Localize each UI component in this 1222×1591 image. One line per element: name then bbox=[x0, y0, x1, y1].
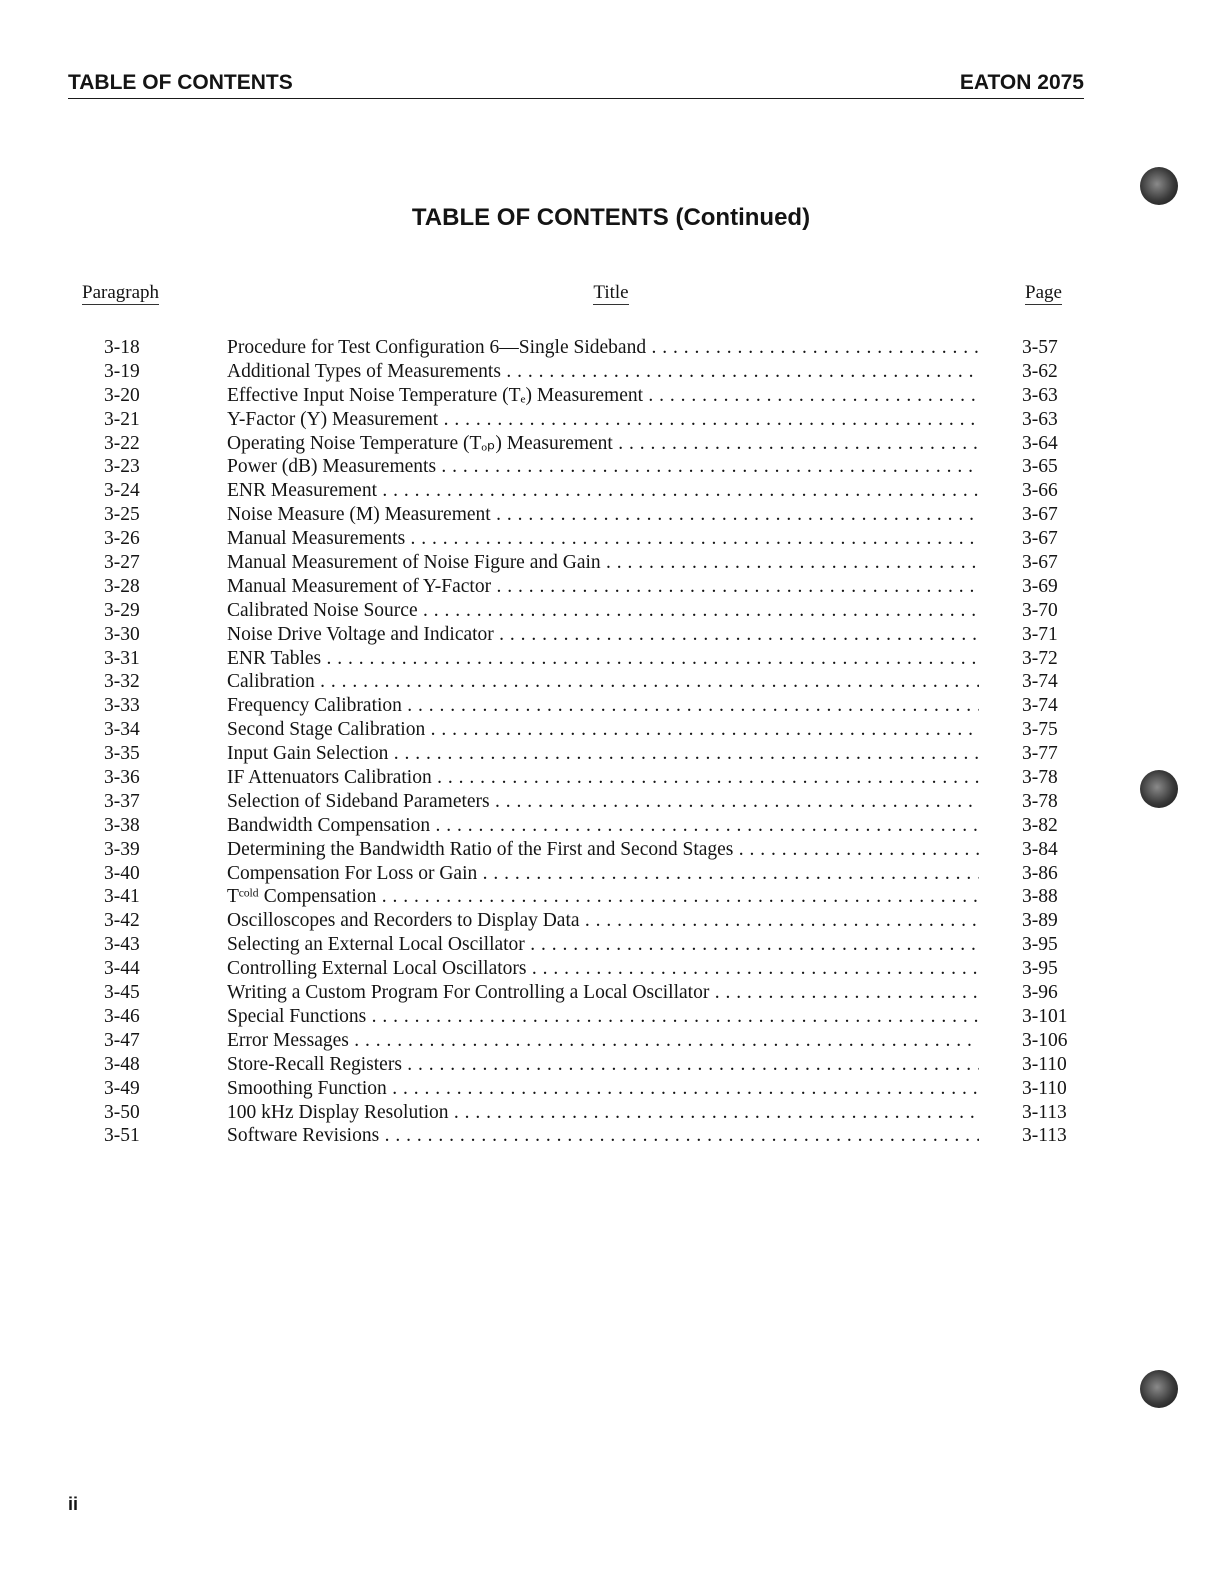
toc-entry bbox=[0, 885, 1222, 909]
toc-entry-number: 3-21 bbox=[104, 408, 140, 430]
toc-entry-number: 3-33 bbox=[104, 695, 140, 717]
column-header-page: Page bbox=[1025, 282, 1062, 303]
toc-entry-title: Operating Noise Temperature (Tₒₚ) Measurement . . . bbox=[227, 432, 979, 456]
toc-entry bbox=[0, 718, 1222, 742]
toc-entry-page: 3-72 bbox=[1022, 647, 1058, 669]
toc-entry bbox=[0, 742, 1222, 766]
toc-entry-page: 3-95 bbox=[1022, 934, 1058, 956]
running-header bbox=[68, 68, 1084, 99]
toc-entry-title: Bandwidth Compensation . . . bbox=[227, 814, 979, 838]
toc-entry-number: 3-19 bbox=[104, 360, 140, 382]
punch-hole bbox=[1140, 770, 1178, 808]
column-header-paragraph: Paragraph bbox=[82, 282, 160, 303]
toc-entry bbox=[0, 1005, 1222, 1029]
toc-entry-title: Manual Measurement of Y-Factor . . . bbox=[227, 575, 979, 599]
toc-entry-title: Power (dB) Measurements . . . bbox=[227, 455, 979, 479]
toc-entry-page: 3-71 bbox=[1022, 623, 1058, 645]
toc-entry-number: 3-23 bbox=[104, 456, 140, 478]
toc-entry bbox=[0, 360, 1222, 384]
toc-entry-title: Y-Factor (Y) Measurement . . . bbox=[227, 408, 979, 432]
toc-entry-number: 3-42 bbox=[104, 910, 140, 932]
toc-entry-title: Special Functions . . . bbox=[227, 1005, 979, 1029]
toc-entry-number: 3-26 bbox=[104, 528, 140, 550]
toc-entry bbox=[0, 647, 1222, 671]
toc-entry-number: 3-29 bbox=[104, 599, 140, 621]
toc-entry bbox=[0, 408, 1222, 432]
toc-entry-number: 3-20 bbox=[104, 384, 140, 406]
toc-entry bbox=[0, 981, 1222, 1005]
toc-entry-page: 3-110 bbox=[1022, 1077, 1067, 1099]
toc-entry-number: 3-18 bbox=[104, 337, 140, 358]
toc-entry bbox=[0, 790, 1222, 814]
toc-entry-page: 3-74 bbox=[1022, 695, 1058, 717]
toc-entry bbox=[0, 1077, 1222, 1101]
toc-entry-title: Noise Drive Voltage and Indicator . . . bbox=[227, 623, 979, 647]
toc-entry-number: 3-35 bbox=[104, 743, 140, 765]
toc-entry bbox=[0, 814, 1222, 838]
toc-entry-title: Calibration . . . bbox=[227, 670, 979, 694]
toc-entry bbox=[0, 909, 1222, 933]
page-title: TABLE OF CONTENTS (Continued) bbox=[411, 204, 811, 231]
toc-entry-page: 3-63 bbox=[1022, 408, 1058, 430]
toc-entry-title: Manual Measurement of Noise Figure and Gain . . . bbox=[227, 551, 979, 575]
toc-entry bbox=[0, 838, 1222, 862]
toc-entry-number: 3-49 bbox=[104, 1077, 140, 1099]
toc-entry bbox=[0, 384, 1222, 408]
toc-entry-number: 3-28 bbox=[104, 575, 140, 597]
toc-entry-number: 3-47 bbox=[104, 1029, 140, 1051]
toc-entry-number: 3-37 bbox=[104, 790, 140, 812]
toc-entry bbox=[0, 503, 1222, 527]
toc-entry-title: Store-Recall Registers . . . bbox=[227, 1053, 979, 1077]
toc-entry bbox=[0, 933, 1222, 957]
toc-entry-number: 3-27 bbox=[104, 552, 140, 574]
toc-entry-page: 3-89 bbox=[1022, 910, 1058, 932]
toc-entry-number: 3-22 bbox=[104, 432, 140, 454]
toc-entry-number: 3-24 bbox=[104, 480, 140, 502]
toc-entry-number: 3-40 bbox=[104, 862, 140, 884]
toc-entry-number: 3-38 bbox=[104, 814, 140, 836]
toc-entry-number: 3-48 bbox=[104, 1053, 140, 1075]
toc-entry-page: 3-113 bbox=[1022, 1125, 1067, 1147]
toc-entry-number: 3-25 bbox=[104, 504, 140, 526]
toc-entry-number: 3-51 bbox=[104, 1125, 140, 1147]
toc-entry-title: Procedure for Test Configuration 6—Single Sideband . . . bbox=[227, 336, 979, 360]
toc-entry bbox=[0, 1124, 1222, 1148]
toc-entry-title: 100 kHz Display Resolution . . . bbox=[227, 1101, 979, 1125]
toc-entry-number: 3-43 bbox=[104, 934, 140, 956]
toc-entry-title: Writing a Custom Program For Controlling a Local Oscillator . . . bbox=[227, 981, 979, 1005]
toc-entry-number: 3-34 bbox=[104, 719, 140, 741]
toc-entry-page: 3-82 bbox=[1022, 814, 1058, 836]
toc-list bbox=[0, 336, 1222, 1148]
toc-entry-title: ENR Tables . . . bbox=[227, 647, 979, 671]
toc-entry-page: 3-78 bbox=[1022, 790, 1058, 812]
toc-entry-page: 3-78 bbox=[1022, 767, 1058, 789]
toc-entry-page: 3-101 bbox=[1022, 1005, 1068, 1027]
toc-entry-title: Compensation For Loss or Gain . . . bbox=[227, 862, 979, 886]
toc-entry bbox=[0, 527, 1222, 551]
toc-entry-number: 3-30 bbox=[104, 623, 140, 645]
toc-entry-page: 3-86 bbox=[1022, 862, 1058, 884]
toc-entry-page: 3-70 bbox=[1022, 599, 1058, 621]
toc-entry-page: 3-75 bbox=[1022, 719, 1058, 741]
toc-entry bbox=[0, 957, 1222, 981]
toc-entry-title: Error Messages . . . bbox=[227, 1029, 979, 1053]
toc-entry bbox=[0, 766, 1222, 790]
toc-entry-page: 3-113 bbox=[1022, 1101, 1067, 1123]
punch-hole bbox=[1140, 1370, 1178, 1408]
toc-entry-page: 3-77 bbox=[1022, 743, 1058, 765]
toc-entry-page: 3-110 bbox=[1022, 1053, 1067, 1075]
toc-entry-page: 3-67 bbox=[1022, 504, 1058, 526]
toc-entry-page: 3-95 bbox=[1022, 958, 1058, 980]
toc-entry-number: 3-31 bbox=[104, 647, 140, 669]
toc-entry bbox=[0, 1029, 1222, 1053]
toc-entry-page: 3-65 bbox=[1022, 456, 1058, 478]
toc-entry bbox=[0, 551, 1222, 575]
toc-entry-title: Effective Input Noise Temperature (Tₑ) Measurement . . . bbox=[227, 384, 979, 408]
toc-entry-number: 3-36 bbox=[104, 767, 140, 789]
toc-entry-title: Manual Measurements . . . bbox=[227, 527, 979, 551]
toc-entry-title: Input Gain Selection . . . bbox=[227, 742, 979, 766]
toc-entry bbox=[0, 1053, 1222, 1077]
toc-entry-title: IF Attenuators Calibration . . . bbox=[227, 766, 979, 790]
toc-entry bbox=[0, 432, 1222, 456]
toc-entry bbox=[0, 862, 1222, 886]
toc-entry-page: 3-63 bbox=[1022, 384, 1058, 406]
toc-entry bbox=[0, 670, 1222, 694]
toc-entry-number: 3-46 bbox=[104, 1005, 140, 1027]
toc-entry-page: 3-88 bbox=[1022, 886, 1058, 908]
toc-entry-title: Controlling External Local Oscillators . . . bbox=[227, 957, 979, 981]
toc-entry-page: 3-57 bbox=[1022, 337, 1058, 358]
toc-entry-title: Determining the Bandwidth Ratio of the First and Second Stages . . . bbox=[227, 838, 979, 862]
header-product-name: EATON 2075 bbox=[959, 71, 1084, 94]
toc-entry-title: Calibrated Noise Source . . . bbox=[227, 599, 979, 623]
toc-entry-title: Software Revisions . . . bbox=[227, 1124, 979, 1148]
toc-entry bbox=[0, 1101, 1222, 1125]
toc-entry-title: Smoothing Function . . . bbox=[227, 1077, 979, 1101]
toc-entry-number: 3-32 bbox=[104, 671, 140, 693]
column-header-title: Title bbox=[593, 282, 629, 303]
toc-entry-number: 3-41 bbox=[104, 886, 140, 908]
toc-entry-title: Additional Types of Measurements . . . bbox=[227, 360, 979, 384]
toc-entry-page: 3-96 bbox=[1022, 982, 1058, 1004]
punch-hole bbox=[1140, 167, 1178, 205]
page-number: ii bbox=[68, 1494, 79, 1514]
toc-entry-title: Noise Measure (M) Measurement . . . bbox=[227, 503, 979, 527]
toc-entry-page: 3-67 bbox=[1022, 528, 1058, 550]
toc-entry-page: 3-69 bbox=[1022, 575, 1058, 597]
toc-entry-page: 3-67 bbox=[1022, 552, 1058, 574]
toc-entry-number: 3-44 bbox=[104, 958, 140, 980]
toc-entry-title: ENR Measurement . . . bbox=[227, 479, 979, 503]
toc-entry-page: 3-74 bbox=[1022, 671, 1058, 693]
header-section-title: TABLE OF CONTENTS bbox=[68, 71, 293, 94]
toc-entry-number: 3-50 bbox=[104, 1101, 140, 1123]
toc-entry bbox=[0, 455, 1222, 479]
toc-entry-title: Tᶜᵒˡᵈ Compensation . . . bbox=[227, 885, 979, 909]
toc-entry-number: 3-45 bbox=[104, 982, 140, 1004]
toc-entry-page: 3-84 bbox=[1022, 838, 1058, 860]
toc-entry-page: 3-62 bbox=[1022, 360, 1058, 382]
toc-entry bbox=[0, 623, 1222, 647]
toc-entry bbox=[0, 694, 1222, 718]
toc-entry bbox=[0, 599, 1222, 623]
toc-entry-page: 3-66 bbox=[1022, 480, 1058, 502]
toc-entry-title: Second Stage Calibration . . . bbox=[227, 718, 979, 742]
toc-entry bbox=[0, 575, 1222, 599]
toc-entry-page: 3-64 bbox=[1022, 432, 1058, 454]
toc-entry bbox=[0, 479, 1222, 503]
toc-entry-title: Frequency Calibration . . . bbox=[227, 694, 979, 718]
toc-entry-title: Selection of Sideband Parameters . . . bbox=[227, 790, 979, 814]
toc-entry bbox=[0, 336, 1222, 360]
toc-entry-title: Oscilloscopes and Recorders to Display Data . . . bbox=[227, 909, 979, 933]
toc-entry-page: 3-106 bbox=[1022, 1029, 1068, 1051]
toc-entry-number: 3-39 bbox=[104, 838, 140, 860]
toc-entry-title: Selecting an External Local Oscillator . . . bbox=[227, 933, 979, 957]
